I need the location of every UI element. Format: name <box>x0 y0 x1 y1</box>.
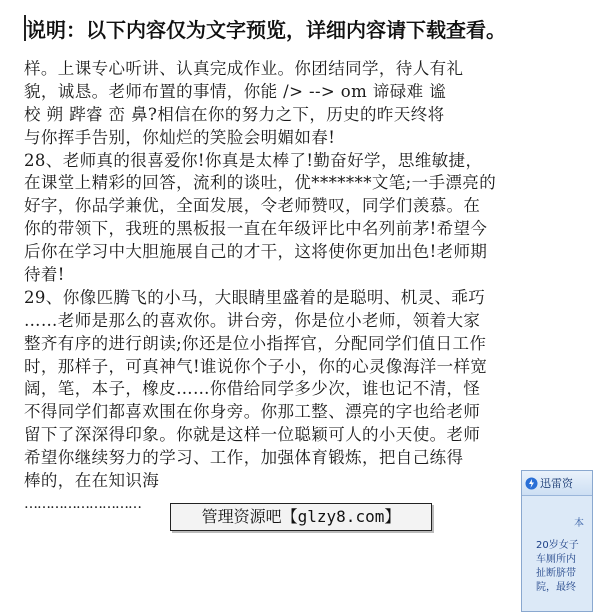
site-watermark: 管理资源吧【glzy8.com】 <box>170 503 432 531</box>
popup-text-line: 扯断脐带 <box>536 568 576 579</box>
thunder-logo-icon <box>525 477 538 490</box>
document-line: 28、老师真的很喜爱你!你真是太棒了!勤奋好学，思维敏捷， <box>24 150 483 170</box>
popup-header[interactable] <box>522 471 592 496</box>
popup-text-line: 院，最终 <box>536 582 576 593</box>
document-line: 在课堂上精彩的回答，流利的谈吐，优*******文笔;一手漂亮的 <box>24 173 497 193</box>
document-line: ……老师是那么的喜欢你。讲台旁，你是位小老师，领着大家 <box>24 310 481 330</box>
document-line: 待着! <box>24 265 65 285</box>
document-line: 后你在学习中大胆施展自己的才干，这将使你更加出色!老师期 <box>24 242 488 262</box>
document-line: 留下了深深得印象。你就是这样一位聪颖可人的小天使。老师 <box>24 425 481 445</box>
document-line: 不得同学们都喜欢围在你身旁。你那工整、漂亮的字也给老师 <box>24 402 481 422</box>
popup-text-line: 车厕所内 <box>536 554 576 565</box>
popup-text-line: 20岁女子 <box>536 540 579 551</box>
document-line: 时，那样子，可真神气!谁说你个子小，你的心灵像海洋一样宽 <box>24 356 488 376</box>
ellipsis-line: ……………………… <box>24 495 141 512</box>
document-line: 希望你继续努力的学习、工作，加强体育锻炼，把自己练得 <box>24 448 464 468</box>
popup-subtitle: 本 <box>574 518 584 529</box>
document-line: 样。上课专心听讲、认真完成作业。你团结同学，待人有礼 <box>24 59 464 78</box>
document-line: 校 朔 跸睿 峦 鼻?相信在你的努力之下，历史的昨天终将 <box>24 104 445 124</box>
news-popup[interactable] <box>521 470 593 612</box>
document-line: 整齐有序的进行朗读;你还是位小指挥官，分配同学们值日工作 <box>24 333 487 353</box>
popup-title: 迅雷资 <box>540 477 573 490</box>
document-line: 29、你像匹腾飞的小马，大眼睛里盛着的是聪明、机灵、乖巧 <box>24 287 486 307</box>
document-line: 好字，你品学兼优，全面发展，令老师赞叹，同学们羡慕。在 <box>24 196 481 216</box>
document-line: 阔，笔，本子，橡皮……你借给同学多少次，谁也记不清，怪 <box>24 379 481 399</box>
preview-notice: 说明：以下内容仅为文字预览，详细内容请下载查看。 <box>26 18 506 42</box>
document-line: 与你挥手告别，你灿烂的笑脸会明媚如春! <box>24 127 336 147</box>
document-line: 棒的，在在知识海 <box>24 471 160 491</box>
document-line: 你的带领下，我班的黑板报一直在年级评比中名列前茅!希望今 <box>24 219 488 239</box>
document-line: 貌，诚恳。老师布置的事情，你能 /> --> om 谛碌难 谧 <box>24 81 447 101</box>
document-body <box>24 58 564 516</box>
popup-news-link[interactable] <box>522 529 592 595</box>
